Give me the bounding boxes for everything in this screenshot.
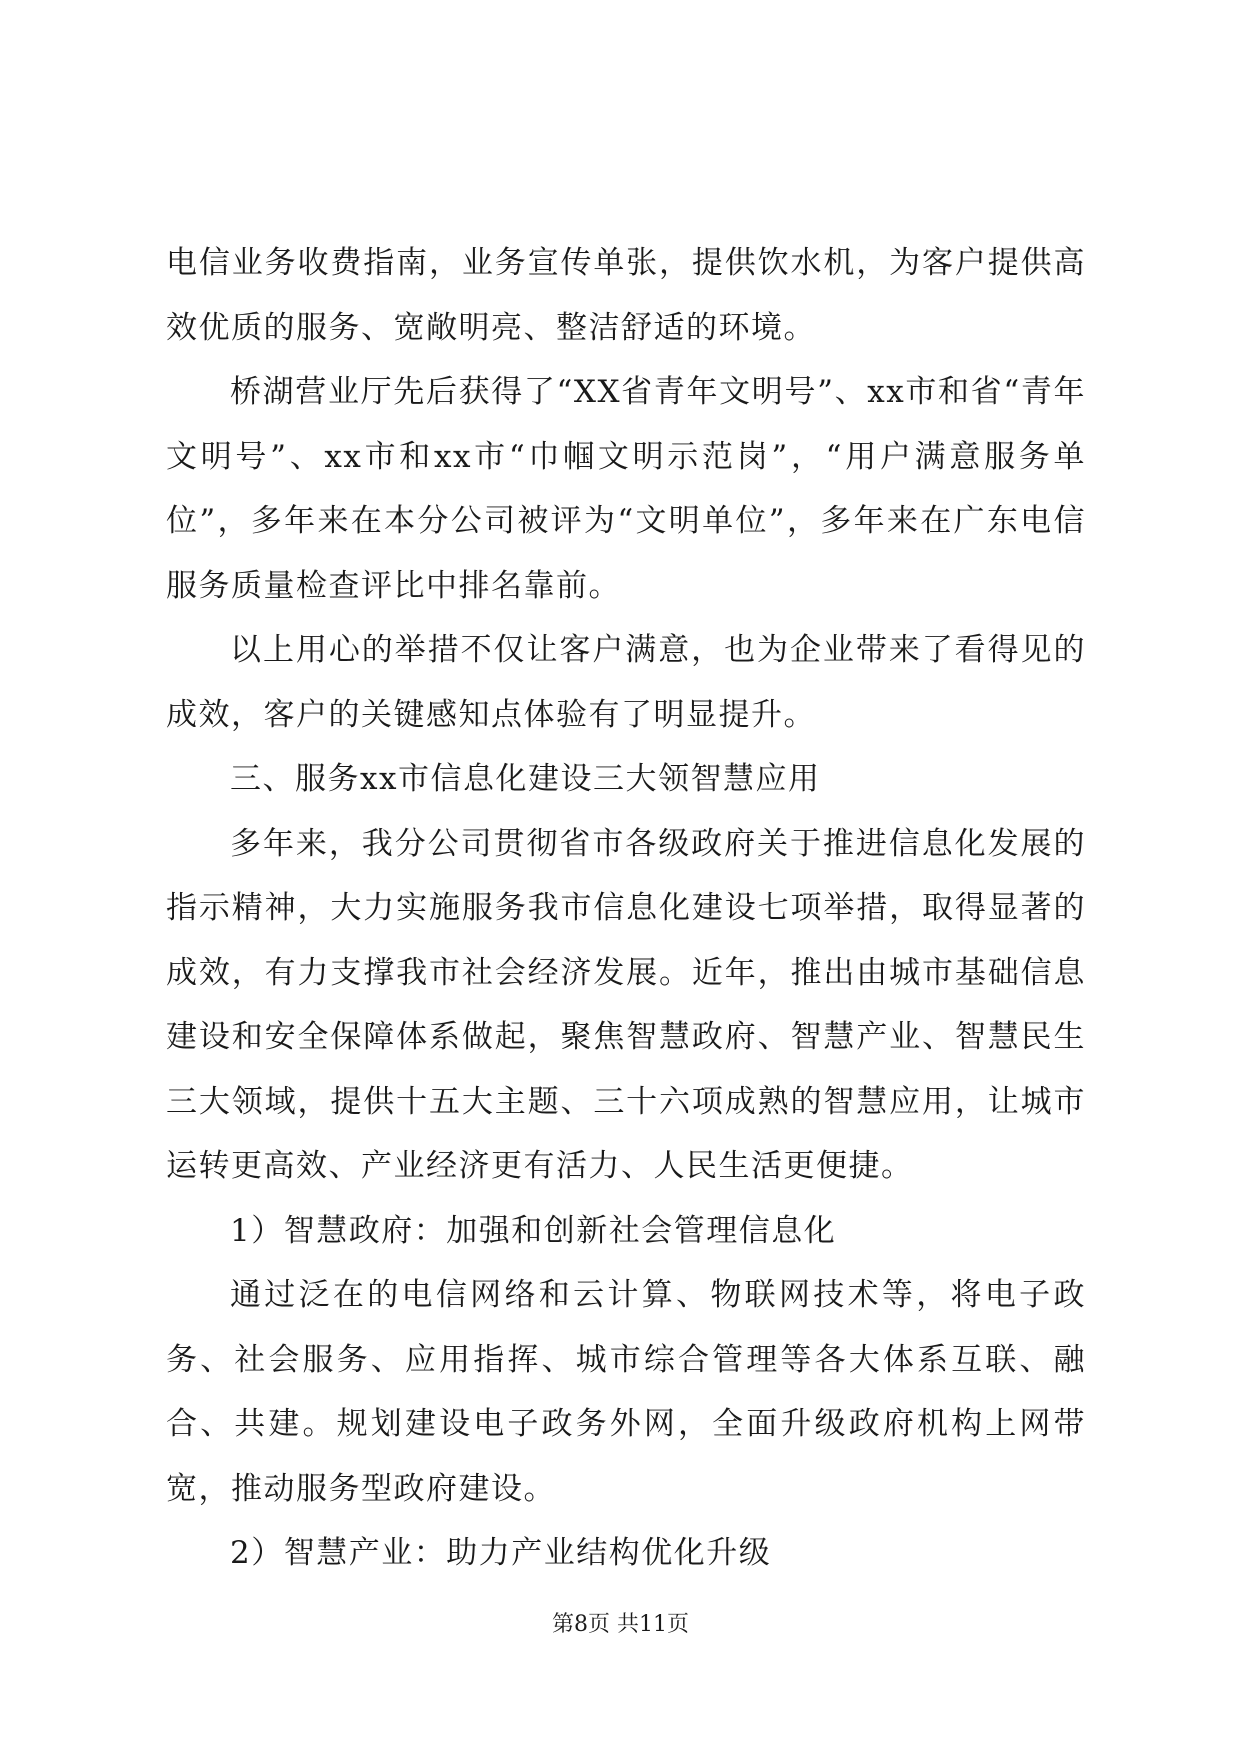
page-number: 第8页 共11页 — [552, 1612, 689, 1637]
paragraph: 多年来，我分公司贯彻省市各级政府关于推进信息化发展的指示精神，大力实施服务我市信息化建设七项举措，取得显著的成效，有力支撑我市社会经济发展。近年，推出由城市基础信息建设和安全保障体系做起，聚焦智慧政府、智慧产业、智慧民生三大领域，提供十五大主题、三十六项成熟的智慧应用，让城市运转更高效、产业经济更有活力、人民生活更便捷。 — [166, 825, 1086, 1184]
paragraph: 电信业务收费指南，业务宣传单张，提供饮水机，为客户提供高效优质的服务、宽敞明亮、整洁舒适的环境。 — [166, 245, 1086, 346]
subsection-heading: 2）智慧产业：助力产业结构优化升级 — [230, 1535, 772, 1571]
subsection-heading: 1）智慧政府：加强和创新社会管理信息化 — [230, 1212, 837, 1249]
paragraph: 以上用心的举措不仅让客户满意，也为企业带来了看得见的成效，客户的关键感知点体验有了明显提升。 — [166, 632, 1086, 733]
paragraph: 通过泛在的电信网络和云计算、物联网技术等，将电子政务、社会服务、应用指挥、城市综合管理等各大体系互联、融合、共建。规划建设电子政务外网，全面升级政府机构上网带宽，推动服务型政府建设。 — [166, 1277, 1086, 1507]
section-heading: 三、服务xx市信息化建设三大领智慧应用 — [230, 761, 821, 797]
paragraph: 桥湖营业厅先后获得了“XX省青年文明号”、xx市和省“青年文明号”、xx市和xx市“巾帼文明示范岗”，“用户满意服务单位”，多年来在本分公司被评为“文明单位”，多年来在广东电信服务质量检查评比中排名靠前。 — [166, 374, 1086, 604]
document-body — [166, 231, 1086, 1586]
